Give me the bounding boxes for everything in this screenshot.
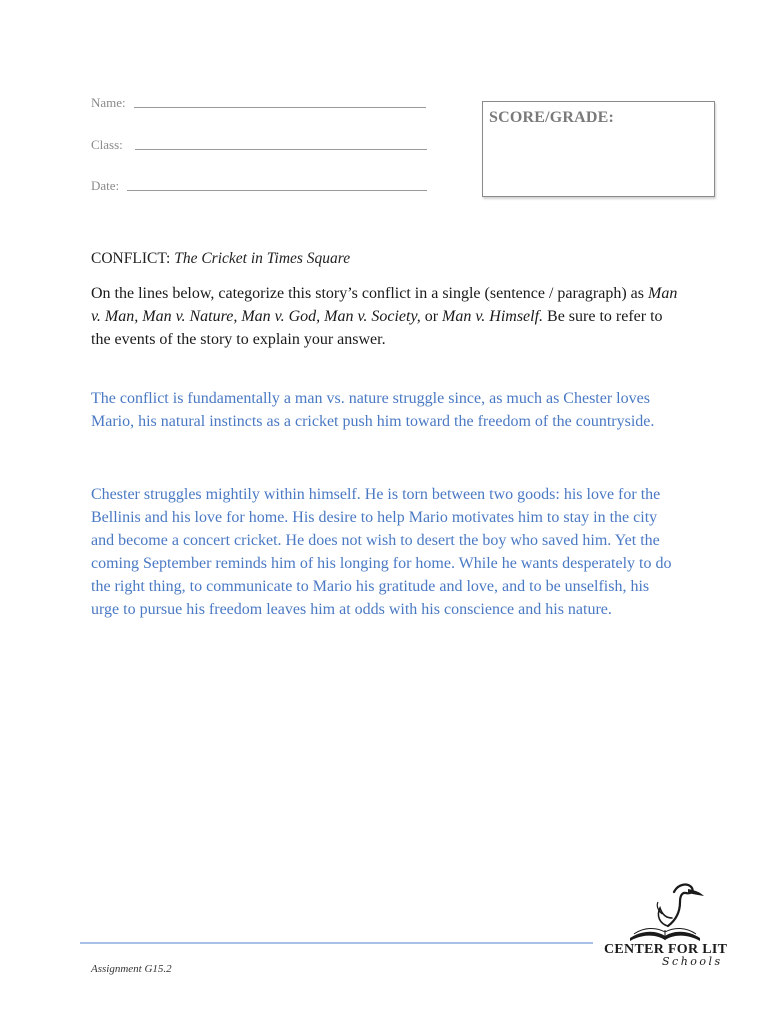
date-line[interactable] — [127, 189, 427, 191]
instructions — [91, 282, 681, 351]
score-grade-box — [482, 101, 715, 197]
score-grade-label: SCORE/GRADE: — [489, 109, 615, 126]
book-title: The Cricket in Times Square — [174, 250, 351, 267]
date-label: Date: — [91, 178, 120, 193]
answer-paragraph-1: The conflict is fundamentally a man vs. nature struggle since, as much as Chester loves Mario, his natural instincts as a cricket push him toward the freedom of the countryside. — [91, 390, 655, 430]
instructions-text-1: On the lines below, categorize this story’s conflict in a single (sentence / paragraph) as — [91, 285, 648, 302]
answer-paragraph-2: Chester struggles mightily within himself. He is torn between two goods: his love for the Bellinis and his love for home. His desire to help Mario motivates him to stay in the city and become a concert cricket. He does not wish to desert the boy who saved him. Yet the coming September reminds him of his longing for home. While he wants desperately to do the right thing, to communicate to Mario his gratitude and love, and to be unselfish, his urge to pursue his freedom leaves him at odds with his conscience and his nature. — [91, 486, 672, 618]
pelican-book-icon — [622, 880, 708, 946]
instructions-text-2: or — [420, 308, 443, 325]
instructions-option-1: Man v. Man, Man v. Nature, Man v. God, Man v. Society, — [91, 285, 678, 325]
assignment-label: Assignment G15.2 — [91, 963, 172, 975]
date-field[interactable] — [91, 178, 427, 194]
class-field[interactable] — [91, 137, 427, 153]
class-line[interactable] — [135, 148, 427, 150]
logo-main-text: CENTER FOR LIT — [604, 942, 728, 957]
name-field[interactable] — [91, 95, 426, 111]
conflict-heading — [91, 250, 350, 268]
footer-rule — [80, 942, 593, 944]
name-line[interactable] — [134, 106, 426, 108]
conflict-label: CONFLICT: — [91, 250, 171, 267]
name-label: Name: — [91, 95, 126, 110]
instructions-text-3: Be sure to refer to the events of the story to explain your answer. — [91, 308, 663, 348]
center-for-lit-logo — [600, 880, 730, 972]
logo-sub-text: Schools — [662, 955, 723, 968]
instructions-option-2: Man v. Himself. — [442, 308, 544, 325]
class-label: Class: — [91, 137, 123, 152]
